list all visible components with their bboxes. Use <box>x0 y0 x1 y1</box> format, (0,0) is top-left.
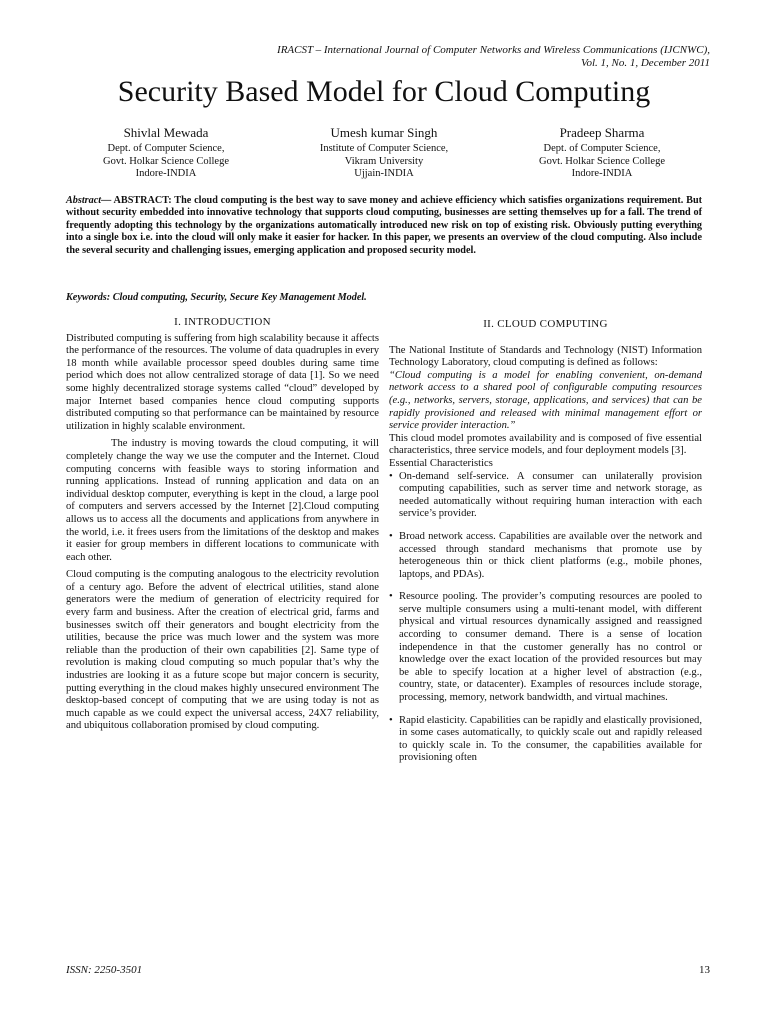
author-institution: Govt. Holkar Science College <box>103 155 229 167</box>
list-item-text: Rapid elasticity. Capabilities can be rapidly and elastically provisioned, in some cases automatically, to quickly scale out and rapidly released to quickly scale in. To the consumer, the capabilities available for provisioning often <box>399 714 702 764</box>
left-column <box>66 316 379 733</box>
author-dept: Dept. of Computer Science, <box>543 143 661 154</box>
list-item <box>389 471 702 521</box>
right-column <box>389 318 702 775</box>
author-name: Shivlal Mewada <box>123 125 209 140</box>
author-1 <box>66 124 266 181</box>
abstract-text: ABSTRACT: The cloud computing is the best way to save money and achieve efficiency which satisfies organizations requirement. But without security embedded into innovative technology that supports cloud computing, businesses are setting themselves up for a fall. The trend of frequently adopting this technology by the organizations automatically introduced new risk on top of existing risk. Obviously putting everything into a single box i.e. into the cloud will only make it easier for hacker. In this paper, we presents an overview of the cloud computing. Also include the several security and challenging issues, emerging application and proposed security model. <box>66 195 702 256</box>
author-name: Pradeep Sharma <box>559 125 645 140</box>
paper-title: Security Based Model for Cloud Computing <box>117 75 651 108</box>
list-item-text: Resource pooling. The provider’s computing resources are pooled to serve multiple consumers using a multi-tenant model, with different physical and virtual resources dynamically assigned and reassigned according to consumer demand. There is a sense of location independence in that the customer generally has no control or knowledge over the exact location of the provided resources but may be able to specify location at a higher level of abstraction (e.g., country, state, or datacenter). Examples of resources include storage, processing, memory, network bandwidth, and virtual machines. <box>399 591 702 704</box>
list-item-text: Broad network access. Capabilities are available over the network and accessed through standard mechanisms that promote use by heterogeneous thin or thick client platforms (e.g., mobile phones, laptops, and PDAs). <box>399 530 702 580</box>
author-institution: Govt. Holkar Science College <box>539 155 665 167</box>
abstract-lead: Abstract— <box>66 195 112 206</box>
running-header <box>277 44 710 70</box>
keywords: Keywords: Cloud computing, Security, Secure Key Management Model. <box>66 292 367 303</box>
author-dept: Dept. of Computer Science, <box>107 143 225 154</box>
cloud-model-paragraph: This cloud model promotes availability and is composed of five essential characteristics, three service models, and four deployment models [3]. <box>389 432 702 457</box>
intro-paragraph-1: Distributed computing is suffering from high scalability because it affects the performance of the resources. The volume of data quadruples in every 18 month while available processor speed doubles during same time period which does not allow centralized storage of data [1]. So we need some highly decentralized storage systems called “cloud” developed by major Internet based companies hence cloud computing supports distributed computing so that performance can be maintained by resource utilization in highly scalable environment. <box>66 332 379 432</box>
list-item <box>389 591 702 704</box>
author-location: Ujjain-INDIA <box>354 168 414 179</box>
author-2 <box>284 124 484 181</box>
author-institution: Vikram University <box>344 155 424 167</box>
author-3 <box>502 124 702 181</box>
bullet-icon: • <box>389 714 393 726</box>
footer-issn: ISSN: 2250-3501 <box>66 964 143 976</box>
section-heading-cloud-computing: II. CLOUD COMPUTING <box>483 318 608 330</box>
author-location: Indore-INDIA <box>135 168 197 179</box>
journal-name: IRACST – International Journal of Computer Networks and Wireless Communications (IJCNWC), <box>277 44 710 56</box>
author-name: Umesh kumar Singh <box>330 125 438 140</box>
journal-volume: Vol. 1, No. 1, December 2011 <box>580 57 710 69</box>
characteristics-list <box>389 471 702 765</box>
author-location: Indore-INDIA <box>571 168 633 179</box>
author-block <box>66 124 702 181</box>
list-item-text: On-demand self-service. A consumer can unilaterally provision computing capabilities, such as server time and network storage, as needed automatically without requiring human interaction with each service’s provider. <box>399 470 702 520</box>
bullet-icon: • <box>389 591 393 603</box>
page-number: 13 <box>699 964 710 976</box>
list-item <box>389 715 702 765</box>
section-heading-introduction: I. INTRODUCTION <box>174 316 271 328</box>
list-item <box>389 531 702 581</box>
author-dept: Institute of Computer Science, <box>319 143 449 154</box>
essential-characteristics-heading: Essential Characteristics <box>389 457 493 469</box>
nist-definition-quote: “Cloud computing is a model for enabling convenient, on-demand network access to a shared pool of configurable computing resources (e.g., networks, servers, storage, applications, and services) that can be rapidly provisioned and released with minimal management effort or service provider interaction.” <box>389 369 702 432</box>
cloud-intro-paragraph: The National Institute of Standards and Technology (NIST) Information Technology Laboratory, cloud computing is defined as follows: <box>389 344 702 369</box>
intro-paragraph-3: Cloud computing is the computing analogous to the electricity revolution of a century ago. Before the advent of electrical utilities, stand alone generators were the medium of generation of electricity required for every farm and business. After the creation of electrical grid, farms and businesses switch off their generators and bought electricity from the utilities, because the price was much lower and the system was more reliable than the production of their own capabilities [2]. Same type of revolution is making cloud computing so much popular that’s why the industries are looking it as a future scope but major concern is security, putting everything in the cloud makes highly unsecured environment The desktop-based concept of computing that we are using today is not as much capable as we could expect the universal access, 24X7 reliability, and ubiquitous collaboration promised by cloud computing. <box>66 569 379 732</box>
intro-paragraph-2: The industry is moving towards the cloud computing, it will completely change the way we use the computer and the Internet. Cloud computing concerns with feasible ways to storing information and running applications. Instead of running application and data on an individual desktop computer, everything is kept in the cloud, a large pool of computers and servers accessed by the Internet [2].Cloud computing allows us to access all the documents and applications from anywhere in the world, i.e. it frees users from the limitations of the desktop and makes it easier for group members in different locations to communicate with each other. <box>66 438 379 563</box>
abstract <box>66 195 702 257</box>
bullet-icon: • <box>389 530 393 542</box>
bullet-icon: • <box>389 470 393 482</box>
